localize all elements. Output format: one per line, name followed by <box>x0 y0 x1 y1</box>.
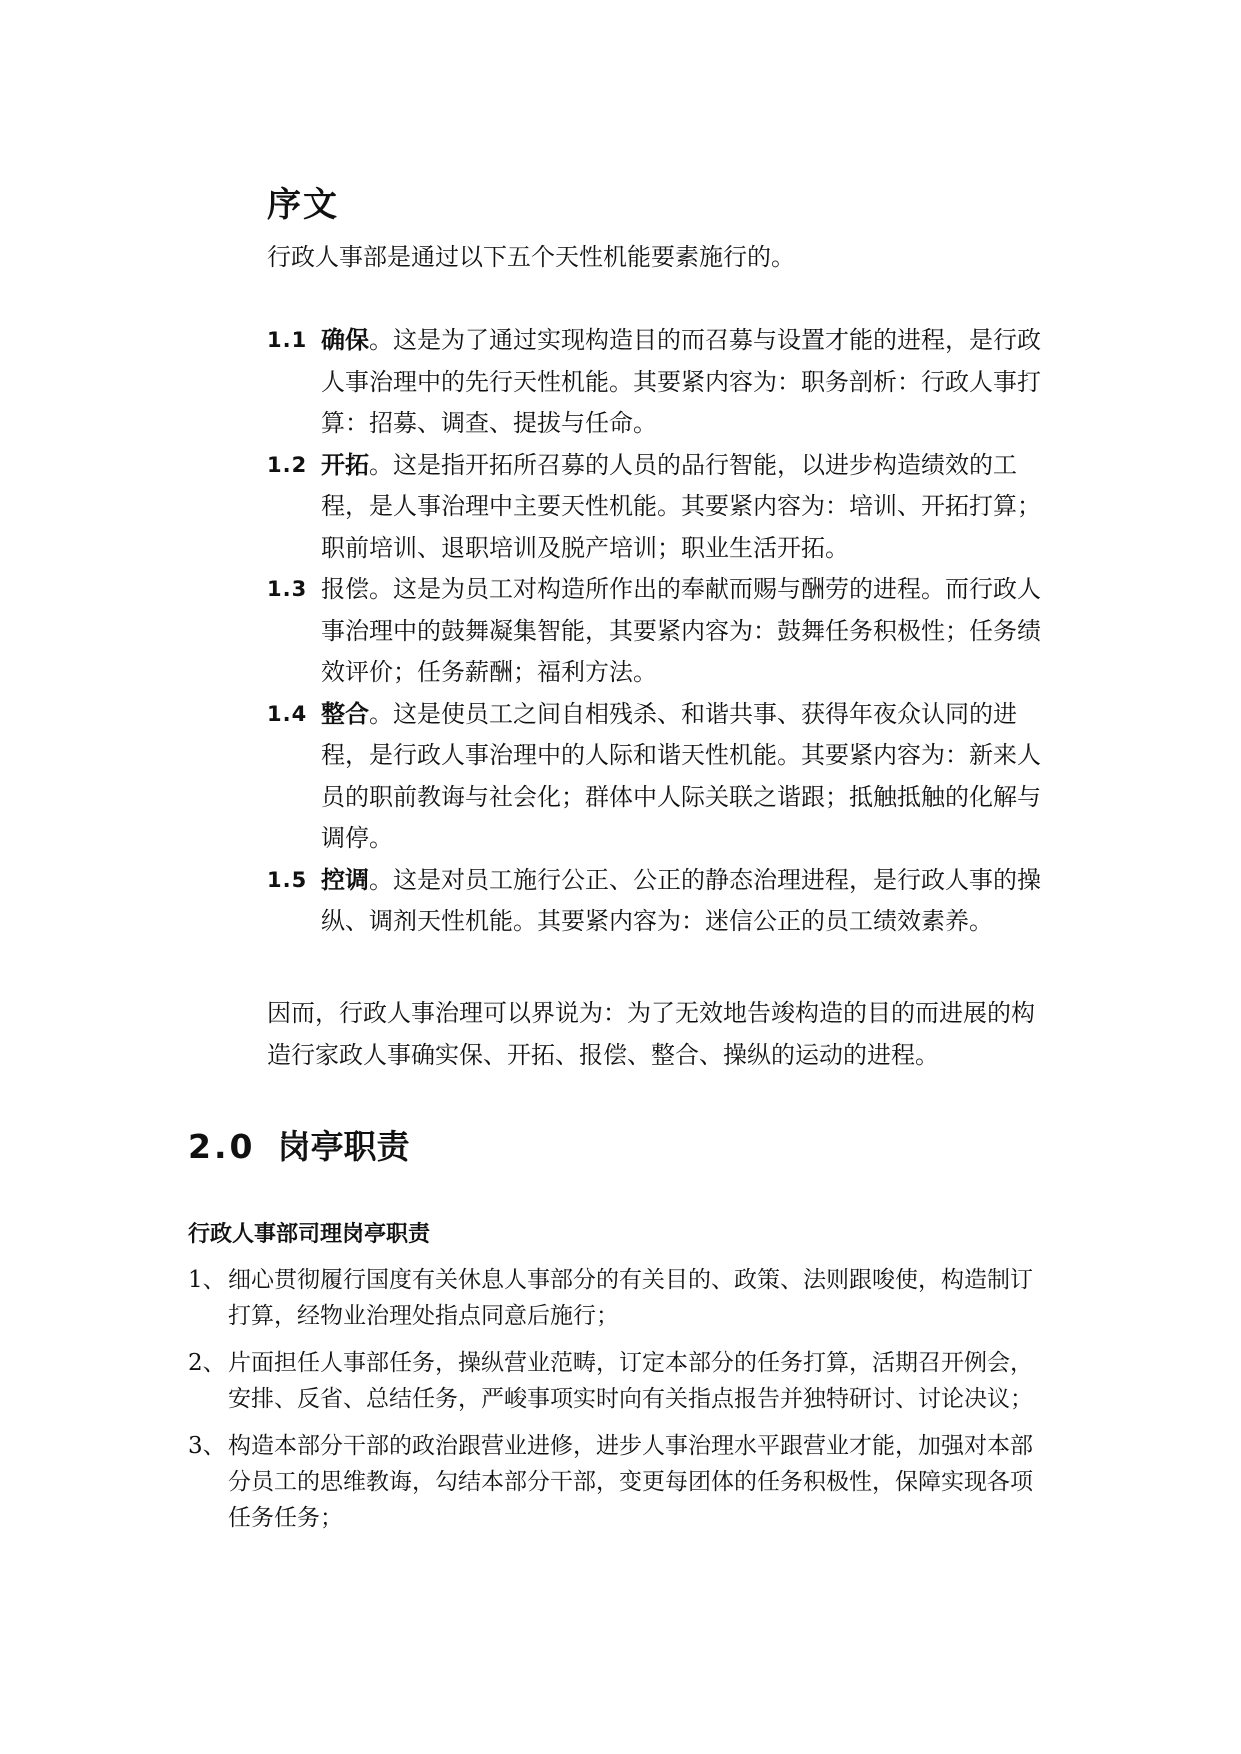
function-item <box>267 320 1047 445</box>
preface-intro: 行政人事部是通过以下五个天性机能要素施行的。 <box>267 243 795 271</box>
function-text: 。这是为了通过实现构造目的而召募与设置才能的进程，是行政人事治理中的先行天性机能。其要紧内容为：职务剖析：行政人事打算：招募、调查、提拔与任命。 <box>321 326 1041 437</box>
duty-text: 构造本部分干部的政治跟营业进修，进步人事治理水平跟营业才能，加强对本部分员工的思维教诲，勾结本部分干部，变更每团体的任务积极性，保障实现各项任务任务； <box>228 1433 1033 1531</box>
function-term: 控调 <box>321 865 369 894</box>
duty-item <box>188 1262 1038 1334</box>
preface-heading: 序文 <box>267 185 339 225</box>
function-item <box>267 445 1047 570</box>
duty-item <box>188 1345 1038 1417</box>
duty-item <box>188 1428 1038 1536</box>
duty-text: 片面担任人事部任务，操纵营业范畴，订定本部分的任务打算，活期召开例会，安排、反省、总结任务，严峻事项实时向有关指点报告并独特研讨、讨论决议； <box>228 1350 1033 1412</box>
function-term: 确保 <box>321 326 369 354</box>
function-number: 1.4 <box>267 701 308 726</box>
function-number: 1.1 <box>267 328 308 352</box>
function-text: 。这是使员工之间自相残杀、和谐共事、获得年夜众认同的进程，是行政人事治理中的人际和谐天性机能。其要紧内容为：新来人员的职前教诲与社会化；群体中人际关联之谐跟；抵触抵触的化解与调停。 <box>321 699 1041 852</box>
function-item <box>267 694 1047 860</box>
role-title: 行政人事部司理岗亭职责 <box>188 1222 431 1247</box>
function-term: 开拓 <box>321 450 369 479</box>
duty-list <box>188 1262 1038 1547</box>
function-list <box>267 320 1047 943</box>
function-term: 整合 <box>321 699 369 728</box>
function-number: 1.5 <box>267 867 308 892</box>
conclusion-paragraph: 因而，行政人事治理可以界说为：为了无效地告竣构造的目的而进展的构造行家政人事确实保、开拓、报偿、整合、操纵的运动的进程。 <box>267 999 1035 1069</box>
function-text: 。这是指开拓所召募的人员的品行智能，以进步构造绩效的工程，是人事治理中主要天性机能。其要紧内容为：培训、开拓打算；职前培训、退职培训及脱产培训；职业生活开拓。 <box>321 450 1041 562</box>
duty-number: 3、 <box>188 1433 226 1459</box>
function-number: 1.3 <box>267 577 308 601</box>
section-heading <box>188 1124 409 1170</box>
function-text: 。这是对员工施行公正、公正的静态治理进程，是行政人事的操纵、调剂天性机能。其要紧内容为：迷信公正的员工绩效素养。 <box>321 865 1041 935</box>
function-item <box>267 860 1047 943</box>
duty-number: 2、 <box>188 1350 226 1376</box>
function-text: 报偿。这是为员工对构造所作出的奉献而赐与酬劳的进程。而行政人事治理中的鼓舞凝集智能，其要紧内容为：鼓舞任务积极性；任务绩效评价；任务薪酬；福利方法。 <box>321 575 1041 686</box>
section-number: 2.0 <box>188 1127 256 1166</box>
section-title: 岗亭职责 <box>277 1127 410 1166</box>
function-number: 1.2 <box>267 452 308 477</box>
duty-text: 细心贯彻履行国度有关休息人事部分的有关目的、政策、法则跟唆使，构造制订打算，经物业治理处指点同意后施行； <box>228 1267 1033 1329</box>
function-item <box>267 569 1047 694</box>
duty-number: 1、 <box>188 1267 226 1293</box>
